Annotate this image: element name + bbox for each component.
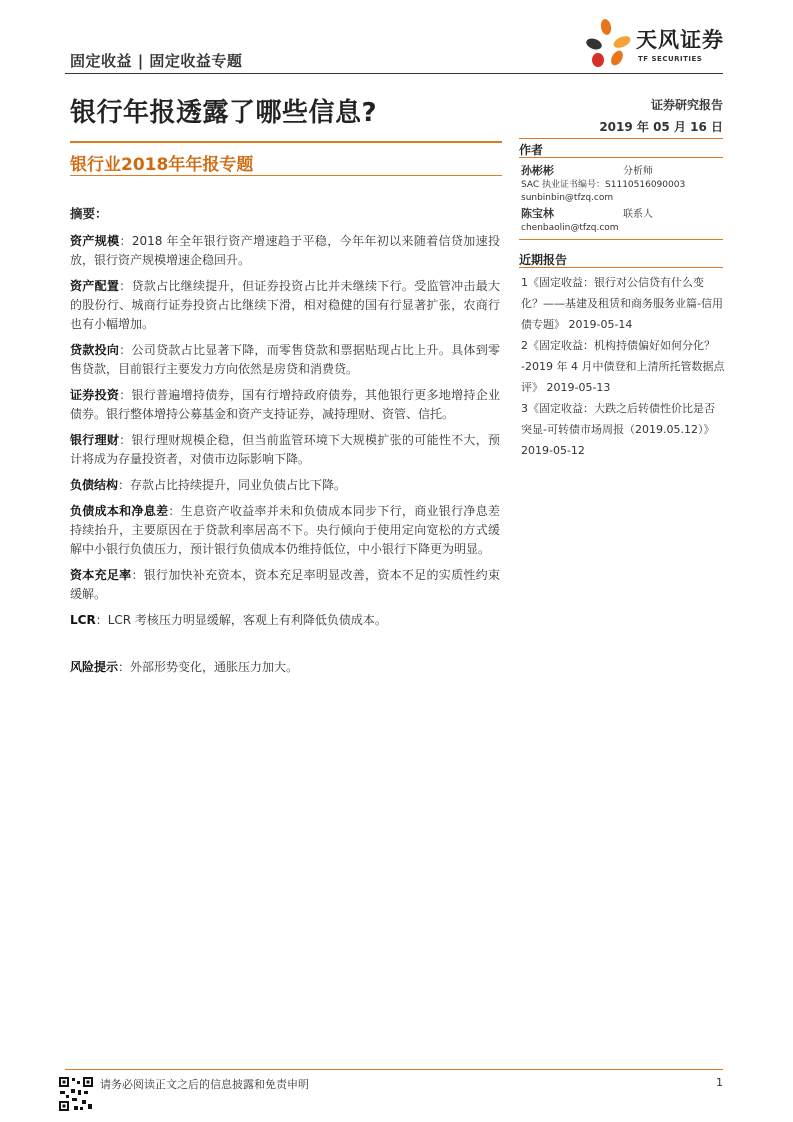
summary-paragraph — [70, 386, 500, 424]
paragraph-text: ：LCR 考核压力明显缓解，客观上有利降低负债成本。 — [95, 613, 387, 627]
paragraph-label: 贷款投向 — [70, 343, 120, 357]
paragraph-text: ：公司贷款占比显著下降，而零售贷款和票据贴现占比上升。具体到零售贷款，目前银行主要发力方向依然是房贷和消费贷。 — [70, 343, 500, 376]
footer-divider — [65, 1069, 723, 1070]
risk-text: ：外部形势变化，通胀压力加大。 — [118, 660, 299, 674]
author-2-name: 陈宝林 — [521, 207, 554, 220]
summary-heading: 摘要： — [70, 206, 108, 221]
recent-heading-wrap — [519, 251, 723, 268]
paragraph-text: ：贷款占比继续提升，但证券投资占比并未继续下行。受监管冲击最大的股份行、城商行证券投资占比继续下滑，相对稳健的国有行显著扩张，农商行也有小幅增加。 — [70, 279, 500, 331]
recent-top-divider — [519, 239, 723, 240]
paragraph-label: 银行理财 — [70, 433, 120, 447]
risk-label: 风险提示 — [70, 660, 119, 674]
paragraph-label: 负债结构 — [70, 478, 119, 492]
paragraph-label: 证券投资 — [70, 388, 120, 402]
paragraph-label: LCR — [70, 613, 96, 627]
risk-paragraph — [70, 658, 500, 677]
company-logo — [584, 18, 724, 70]
subtitle-divider — [70, 175, 502, 176]
recent-heading-divider — [519, 267, 723, 268]
paragraph-text: ：存款占比持续提升，同业负债占比下降。 — [118, 478, 347, 492]
paragraph-label: 负债成本和净息差 — [70, 504, 169, 518]
paragraph-text: ：生息资产收益率并未和负债成本同步下行，商业银行净息差持续抬升，主要原因在于贷款利率居高不下。央行倾向于使用定向宽松的方式缓解中小银行负债压力，预计银行负债成本仍维持低位，中小银行下降更为明显。 — [70, 504, 500, 556]
author-block — [521, 164, 721, 235]
summary-paragraph — [70, 476, 500, 495]
logo-chinese-name: 天风证券 — [636, 28, 724, 52]
summary-paragraph — [70, 277, 500, 334]
recent-report-item[interactable]: 2《固定收益：机构持债偏好如何分化？ -2019 年 4 月中债登和上清所托管数据点评》 2019-05-13 — [521, 339, 725, 394]
header-section: 固定收益 | 固定收益专题 — [70, 52, 243, 70]
paragraph-text: ：银行加快补充资本，资本充足率明显改善，资本不足的实质性约束缓解。 — [70, 568, 500, 601]
author-heading: 作者 — [519, 143, 544, 157]
logo-english-name: TF SECURITIES — [638, 55, 703, 63]
paragraph-text: ：银行理财规模企稳，但当前监管环境下大规模扩张的可能性不大，预计将成为存量投资者，对债市边际影响下降。 — [70, 433, 500, 466]
summary-paragraph — [70, 341, 500, 379]
summary-paragraph — [70, 232, 500, 270]
author-1-line — [521, 164, 721, 179]
recent-report-item[interactable]: 1《固定收益：银行对公信贷有什么变化？——基建及租赁和商务服务业篇-信用债专题》 2019-05-14 — [521, 276, 723, 331]
recent-reports-heading: 近期报告 — [519, 253, 568, 267]
author-2-line — [521, 207, 721, 222]
author-1-email[interactable]: sunbinbin@tfzq.com — [521, 193, 614, 203]
author-2-email[interactable]: chenbaolin@tfzq.com — [521, 223, 619, 233]
title-divider — [70, 141, 502, 143]
summary-paragraph — [70, 566, 500, 604]
logo-flower-icon — [584, 18, 634, 70]
side-divider-top — [519, 138, 723, 139]
header-divider — [65, 73, 723, 74]
summary-paragraph — [70, 431, 500, 469]
recent-reports-list — [521, 272, 725, 461]
report-date: 2019 年 05 月 16 日 — [599, 120, 723, 134]
paragraph-label: 资本充足率 — [70, 568, 132, 582]
paragraph-label: 资产规模 — [70, 234, 120, 248]
author-1-name: 孙彬彬 — [521, 164, 554, 177]
page-title: 银行年报透露了哪些信息? — [70, 98, 378, 128]
author-heading-wrap — [519, 141, 723, 158]
qr-code-icon — [58, 1076, 94, 1112]
paragraph-text: ：银行普遍增持债券，国有行增持政府债券，其他银行更多地增持企业债券。银行整体增持公募基金和资产支持证券，减持理财、资管、信托。 — [70, 388, 500, 421]
page-number: 1 — [716, 1076, 723, 1089]
paragraph-label: 资产配置 — [70, 279, 120, 293]
footer-disclaimer: 请务必阅读正文之后的信息披露和免责申明 — [100, 1078, 309, 1091]
summary-paragraph — [70, 611, 500, 630]
recent-report-item[interactable]: 3《固定收益：大跌之后转债性价比是否突显-可转债市场周报（2019.05.12）》 2019-05-12 — [521, 402, 715, 457]
summary-paragraph — [70, 502, 500, 559]
author-2-role: 联系人 — [623, 209, 653, 220]
paragraph-text: ：2018 年全年银行资产增速趋于平稳，今年年初以来随着信贷加速投放，银行资产规模增速企稳回升。 — [70, 234, 500, 267]
author-1-role: 分析师 — [623, 166, 653, 177]
subtitle: 银行业2018年年报专题 — [70, 155, 254, 175]
author-1-cert: SAC 执业证书编号：S1110516090003 — [521, 180, 686, 190]
report-type: 证券研究报告 — [650, 98, 723, 112]
author-heading-divider — [519, 157, 723, 158]
summary-section — [70, 204, 500, 684]
